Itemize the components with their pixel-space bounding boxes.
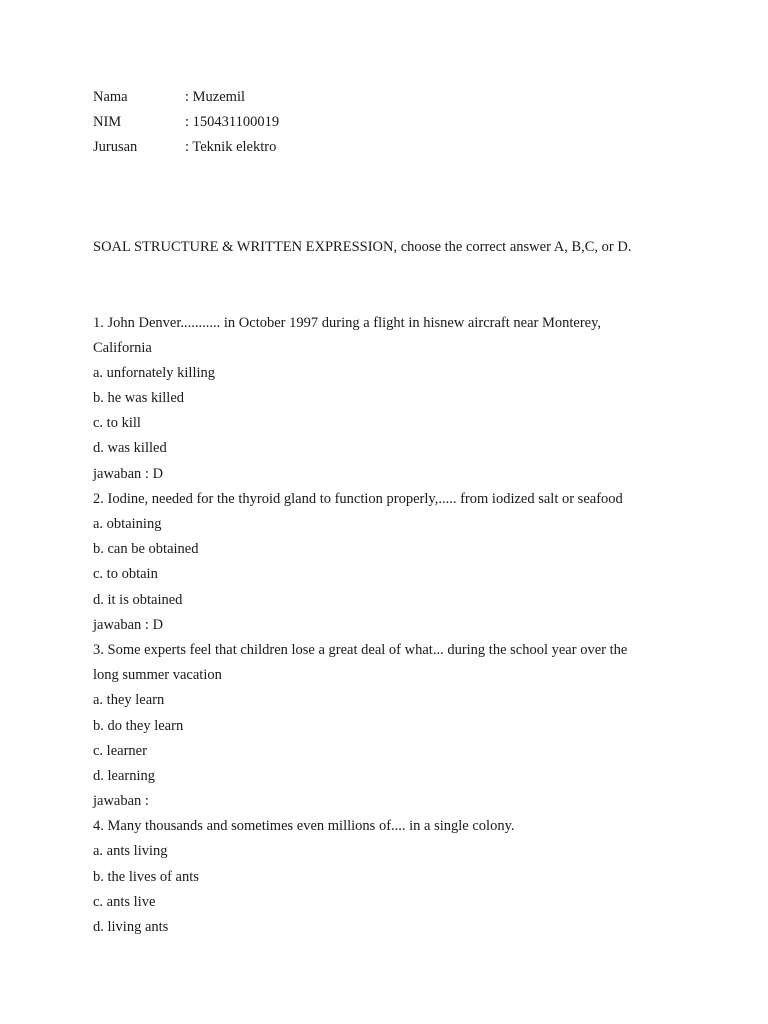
question-1-text-cont: California <box>93 340 152 356</box>
nama-value: : Muzemil <box>185 89 246 105</box>
question-3-option-a: a. they learn <box>93 692 165 708</box>
question-3-option-c: c. learner <box>93 743 147 759</box>
question-2-option-c: c. to obtain <box>93 566 158 582</box>
question-4-option-c: c. ants live <box>93 894 156 910</box>
instruction-text: SOAL STRUCTURE & WRITTEN EXPRESSION, choose the correct answer A, B,C, or D. <box>93 239 632 255</box>
question-4-option-d: d. living ants <box>93 919 169 935</box>
question-1-option-d: d. was killed <box>93 440 167 456</box>
question-1-option-a: a. unfornately killing <box>93 365 216 381</box>
nama-row <box>93 88 245 106</box>
question-2-option-d: d. it is obtained <box>93 592 183 608</box>
nim-label: NIM <box>93 114 122 130</box>
question-2-text: 2. Iodine, needed for the thyroid gland to function properly,..... from iodized salt or seafood <box>93 491 623 507</box>
nim-value: : 150431100019 <box>185 114 280 130</box>
jurusan-value: : Teknik elektro <box>185 139 277 155</box>
question-3-answer: jawaban : <box>93 793 149 809</box>
question-1-option-b: b. he was killed <box>93 390 185 406</box>
question-4-text: 4. Many thousands and sometimes even millions of.... in a single colony. <box>93 818 515 834</box>
question-4-option-b: b. the lives of ants <box>93 869 199 885</box>
jurusan-row <box>93 138 276 156</box>
question-2-option-b: b. can be obtained <box>93 541 199 557</box>
question-2-option-a: a. obtaining <box>93 516 162 532</box>
nama-label: Nama <box>93 89 128 105</box>
question-2-answer: jawaban : D <box>93 617 164 633</box>
nim-row <box>93 113 279 131</box>
question-4-option-a: a. ants living <box>93 843 168 859</box>
question-3-option-d: d. learning <box>93 768 156 784</box>
question-1-text: 1. John Denver........... in October 1997 during a flight in hisnew aircraft near Monterey, <box>93 315 602 331</box>
question-3-text: 3. Some experts feel that children lose a great deal of what... during the school year over the <box>93 642 628 658</box>
jurusan-label: Jurusan <box>93 139 138 155</box>
question-3-option-b: b. do they learn <box>93 718 184 734</box>
question-1-answer: jawaban : D <box>93 466 164 482</box>
question-3-text-cont: long summer vacation <box>93 667 222 683</box>
question-1-option-c: c. to kill <box>93 415 141 431</box>
